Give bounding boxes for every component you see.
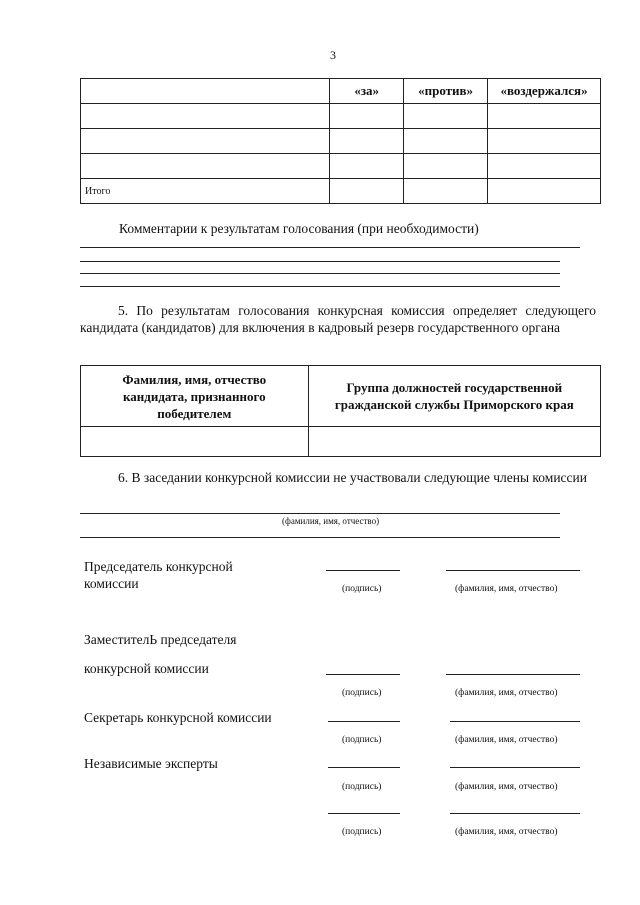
- signature-hint: (подпись): [342, 827, 382, 837]
- fio-hint: (фамилия, имя, отчество): [455, 782, 558, 792]
- comment-line: [80, 273, 560, 274]
- absent-member-line: [80, 513, 560, 514]
- candidate-col-header: Фамилия, имя, отчество кандидата, признанного победителем: [81, 366, 309, 427]
- signature-hint: (подпись): [342, 782, 382, 792]
- experts-label: Независимые эксперты: [84, 756, 218, 771]
- table-row: [81, 427, 601, 457]
- section6-text: 6. В заседании конкурсной комиссии не участвовали следующие члены комиссии: [118, 470, 587, 485]
- section5-text: 5. По результатам голосования конкурсная комиссия определяет следующего кандидата (кандидатов) для включения в кадровый резерв государственного органа: [80, 303, 596, 335]
- secretary-label: Секретарь конкурсной комиссии: [84, 710, 272, 725]
- deputy-label: ЗаместителЬ председателя: [84, 632, 237, 647]
- fio-hint: (фамилия, имя, отчество): [282, 516, 380, 526]
- signature-line: [326, 674, 400, 675]
- table-row: [81, 104, 601, 129]
- table-row: [81, 129, 601, 154]
- deputy-label-2: конкурсной комиссии: [84, 661, 209, 676]
- comment-line: [80, 261, 560, 262]
- comment-line: [80, 247, 580, 248]
- comments-label: Комментарии к результатам голосования (при необходимости): [119, 221, 479, 236]
- fio-hint: (фамилия, имя, отчество): [455, 688, 558, 698]
- signature-hint: (подпись): [342, 584, 382, 594]
- signature-line: [328, 721, 400, 722]
- fio-hint: (фамилия, имя, отчество): [455, 735, 558, 745]
- fio-line: [450, 813, 580, 814]
- total-label: Итого: [81, 179, 330, 204]
- candidate-table: [80, 365, 601, 457]
- absent-member-line: [80, 537, 560, 538]
- signature-line: [328, 813, 400, 814]
- table-row: [81, 179, 601, 204]
- fio-line: [450, 767, 580, 768]
- signature-line: [328, 767, 400, 768]
- header-abstain: «воздержался»: [488, 79, 601, 104]
- table-row: [81, 79, 601, 104]
- fio-line: [450, 721, 580, 722]
- header-for: «за»: [330, 79, 404, 104]
- table-row: [81, 366, 601, 427]
- signature-hint: (подпись): [342, 688, 382, 698]
- page-number: 3: [330, 48, 336, 62]
- fio-hint: (фамилия, имя, отчество): [455, 584, 558, 594]
- chair-label: Председатель конкурсной комиссии: [84, 559, 233, 591]
- fio-hint: (фамилия, имя, отчество): [455, 827, 558, 837]
- header-against: «против»: [404, 79, 488, 104]
- comment-line: [80, 286, 560, 287]
- table-row: [81, 154, 601, 179]
- fio-line: [446, 674, 580, 675]
- signature-hint: (подпись): [342, 735, 382, 745]
- vote-table: [80, 78, 601, 204]
- fio-line: [446, 570, 580, 571]
- position-group-col-header: Группа должностей государственной гражданской службы Приморского края: [308, 366, 600, 427]
- signature-line: [326, 570, 400, 571]
